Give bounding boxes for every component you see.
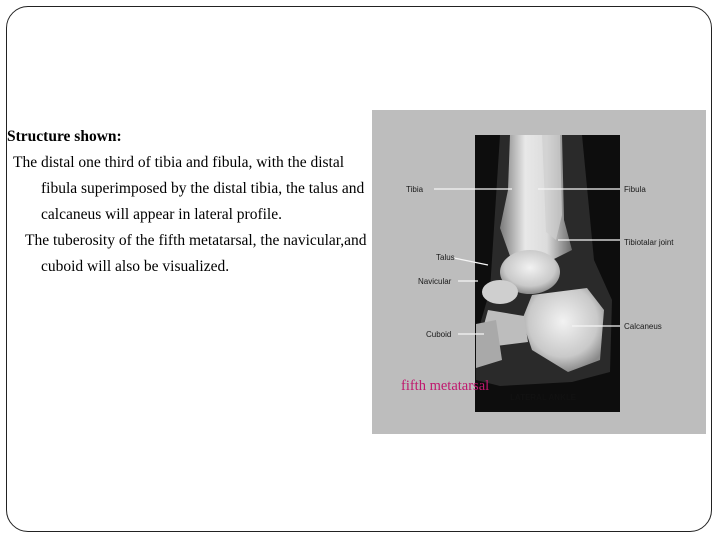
description-text <box>7 124 372 280</box>
label-cuboid: Cuboid <box>426 330 452 339</box>
label-tibia: Tibia <box>406 185 424 194</box>
label-talus: Talus <box>436 253 455 262</box>
fifth-metatarsal-caption: fifth metatarsal <box>401 378 490 394</box>
label-navicular: Navicular <box>418 277 452 286</box>
navicular-bone <box>482 280 518 304</box>
label-calcaneus: Calcaneus <box>624 322 662 331</box>
label-fibula: Fibula <box>624 185 646 194</box>
structure-paragraph-2: The tuberosity of the fifth metatarsal, the navicular,and cuboid will also be visualized. <box>25 232 367 275</box>
structure-heading: Structure shown: <box>7 128 122 145</box>
structure-paragraph-1: The distal one third of tibia and fibula, with the distal fibula superimposed by the distal tibia, the talus and calcaneus will appear in lateral profile. <box>13 154 365 223</box>
xray-title: LATERAL ANKLE <box>510 393 577 402</box>
label-tibiotalar-joint: Tibiotalar joint <box>624 238 674 247</box>
